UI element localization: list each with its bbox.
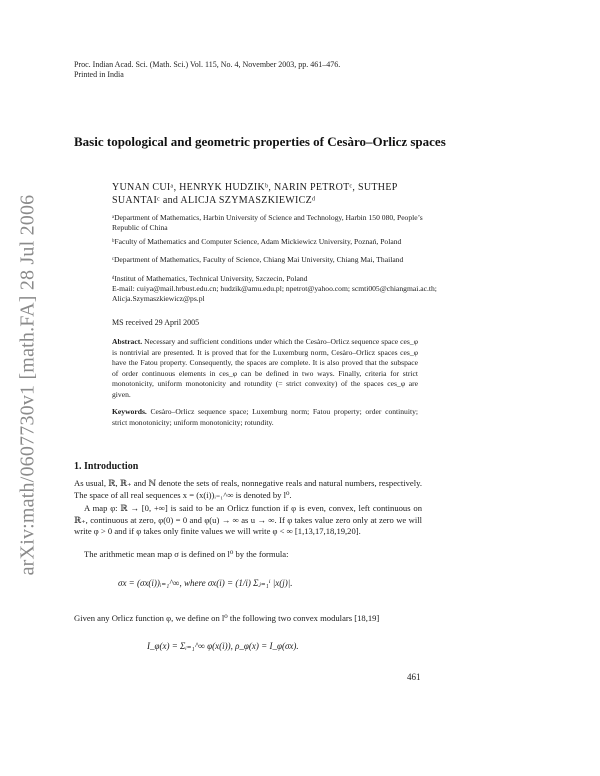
section-heading: 1. Introduction: [74, 461, 139, 472]
affiliation-b: ᵇFaculty of Mathematics and Computer Science, Adam Mickiewicz University, Poznań, Poland: [112, 237, 402, 246]
intro-paragraph-3: The arithmetic mean map σ is defined on l⁰ by the formula:: [84, 549, 289, 559]
affiliation-c: ᶜDepartment of Mathematics, Faculty of Science, Chiang Mai University, Chiang Mai, Thailand: [112, 255, 404, 264]
arxiv-identifier: arXiv:math/0607730v1 [math.FA] 28 Jul 2006: [16, 194, 39, 576]
equation-sigma: σx = (σx(i))ᵢ₌₁^∞, where σx(i) = (1/i) Σⱼ₌₁ⁱ |x(j)|.: [118, 578, 293, 588]
keywords-label: Keywords.: [112, 407, 147, 416]
abstract: [112, 337, 418, 400]
author-emails: E-mail: cuiya@mail.hrbust.edu.cn; hudzik@amu.edu.pl; npetrot@yahoo.com; scmti005@chiangmai.ac.th; Alicja.Szymaszkiewicz@ps.pl: [112, 284, 437, 303]
author-list: YUNAN CUIᵃ, HENRYK HUDZIKᵇ, NARIN PETROTᶜ, SUTHEP SUANTAIᶜ and ALICJA SZYMASZKIEWICZᵈ: [112, 182, 398, 206]
paper-title: Basic topological and geometric properties of Cesàro–Orlicz spaces: [74, 134, 446, 149]
journal-citation: Proc. Indian Acad. Sci. (Math. Sci.) Vol. 115, No. 4, November 2003, pp. 461–476.: [74, 60, 341, 69]
journal-header: [74, 60, 340, 80]
abstract-label: Abstract.: [112, 337, 143, 346]
page-number: 461: [407, 672, 421, 682]
abstract-text: Necessary and sufficient conditions under which the Cesàro–Orlicz sequence space ces_φ is nontrivial are presented. It is proved that for the Luxemburg norm, Cesàro–Orlicz spaces ces_φ have the Fatou property. Consequently, the spaces are complete. It is also proved that the subspace of order continuous elements in ces_φ can be defined in two ways. Finally, criteria for strict monotonicity, uniform monotonicity and rotundity (= strict convexity) of the spaces ces_φ are given.: [112, 337, 418, 399]
affiliation-d: ᵈInstitut of Mathematics, Technical University, Szczecin, Poland: [112, 274, 308, 283]
intro-paragraph-1: As usual, ℝ, ℝ₊ and ℕ denote the sets of reals, nonnegative reals and natural numbers, respectively. The space of all real sequences x = (x(i))ᵢ₌₁^∞ is denoted by l⁰.: [74, 478, 422, 500]
arxiv-sidebar: [6, 170, 50, 600]
keywords-text: Cesàro–Orlicz sequence space; Luxemburg norm; Fatou property; order continuity; strict monotonicity; uniform monotonicity; rotundity.: [112, 407, 418, 427]
equation-modulars: I_φ(x) = Σᵢ₌₁^∞ φ(x(i)), ρ_φ(x) = I_φ(σx).: [147, 641, 299, 651]
affiliation-a: ᵃDepartment of Mathematics, Harbin University of Science and Technology, Harbin 150 080, People’s Republic of China: [112, 213, 423, 232]
intro-paragraph-4: Given any Orlicz function φ, we define on l⁰ the following two convex modulars [18,19]: [74, 613, 380, 623]
intro-paragraph-2: A map φ: ℝ → [0, +∞] is said to be an Orlicz function if φ is even, convex, left continuous on ℝ₊, continuous at zero, φ(0) = 0 and φ(u) → ∞ as u → ∞. If φ takes value zero only at zero we will write φ > 0 and if φ takes only finite values we will write φ < ∞ [1,13,17,18,19,20].: [74, 503, 422, 536]
received-date: MS received 29 April 2005: [112, 318, 200, 327]
journal-printed: Printed in India: [74, 70, 124, 79]
keywords: [112, 407, 418, 428]
